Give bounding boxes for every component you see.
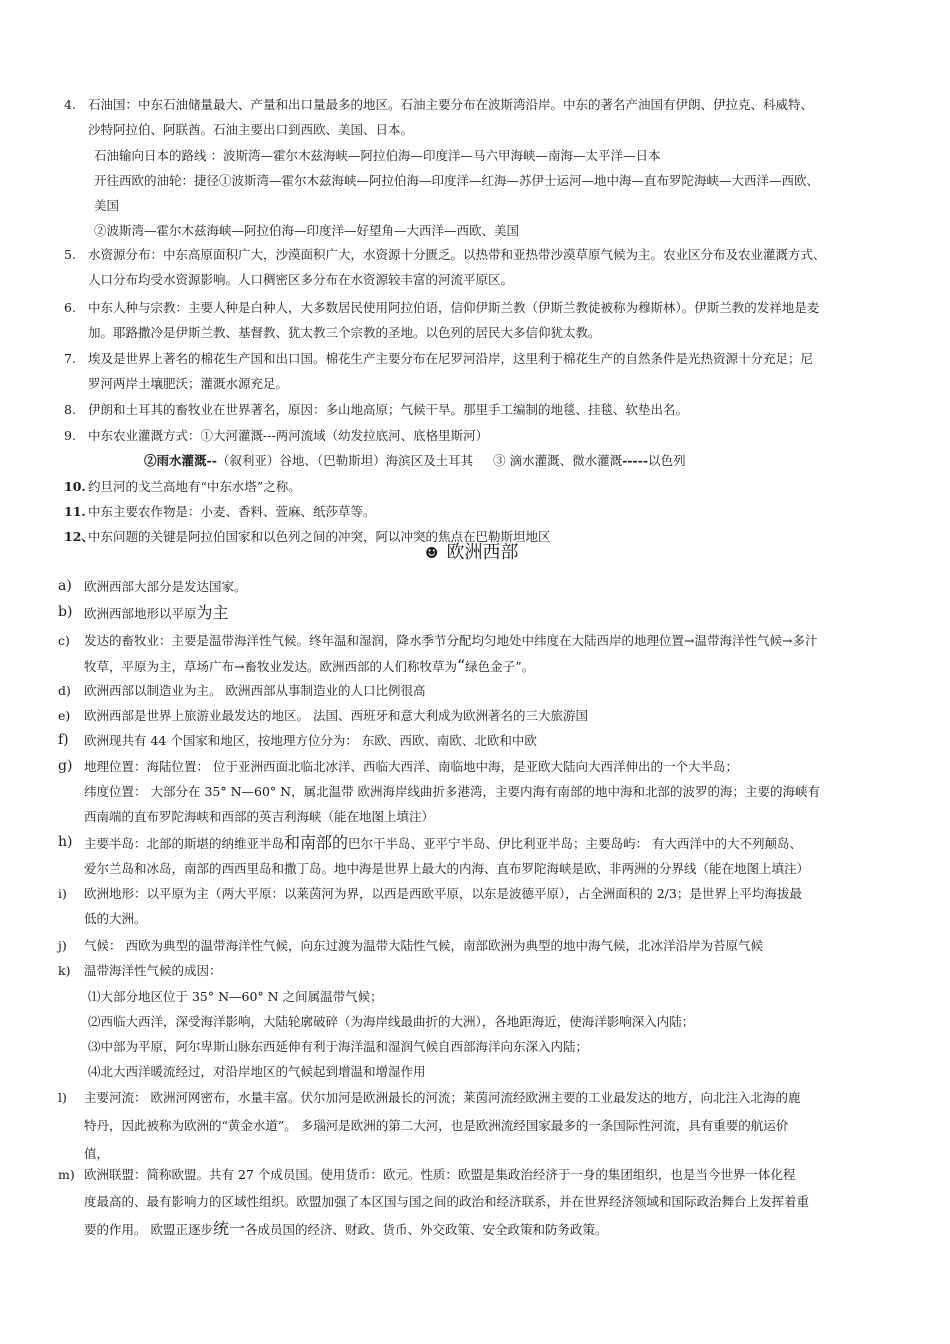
- item-text: 埃及是世界上著名的棉花生产国和出口国。棉花生产主要分布在尼罗河沿岸，这里利于棉花生产的自然条件是光热资源十分充足；尼: [88, 351, 814, 366]
- item-text-continued: 低的大洲。: [84, 911, 147, 926]
- item-number: 4.: [64, 97, 76, 112]
- item-4: [64, 92, 890, 142]
- europe-item-m: [58, 1162, 890, 1242]
- text-segment-large: 统一: [212, 1219, 245, 1238]
- item-text: 温带海洋性气候的成因：: [84, 963, 222, 978]
- item-number: l): [58, 1090, 67, 1105]
- item-number: g): [58, 758, 73, 774]
- text-segment: 牧草，平原为主，草场广布→畜牧业发达。欧洲西部的人们称牧草为: [84, 659, 457, 674]
- section-heading: [425, 540, 518, 566]
- heading-text: 欧洲西部: [446, 542, 519, 563]
- text-segment: 主要半岛：北部的斯堪的纳维亚半岛: [84, 836, 285, 851]
- europe-item-g: [58, 754, 890, 829]
- europe-item-l: [58, 1085, 890, 1166]
- item-text: 中东问题的关键是阿拉伯国家和以色列之间的冲突，阿以冲突的焦点在巴勒斯坦地区: [88, 529, 551, 544]
- text-segment-large: 为主: [196, 603, 229, 622]
- item-text: 约旦河的戈兰高地有“中东水塔”之称。: [88, 479, 301, 494]
- item-text: [84, 830, 890, 856]
- cause-2: ⑵西临大西洋，深受海洋影响，大陆轮廓破碎（为海岸线最曲折的大洲），各地距海近，使海洋影响深入内陆；: [88, 1014, 695, 1029]
- item-text: 主要河流： 欧洲河网密布，水量丰富。伏尔加河是欧洲最长的河流；莱茵河流经欧洲主要的工业最发达的地方，向北注入北海的鹿: [84, 1090, 801, 1105]
- item-number: m): [58, 1167, 75, 1182]
- item-number: a): [58, 578, 72, 594]
- item-number: c): [58, 633, 70, 648]
- item-number: 6.: [64, 300, 76, 315]
- item-7: [64, 346, 890, 396]
- item-text-continued: 罗河两岸土壤肥沃；灌溉水源充足。: [88, 376, 289, 391]
- item-text: 欧洲联盟：简称欧盟。共有 27 个成员国。使用货币：欧元。性质：欧盟是集政治经济于一身的集团组织，也是当今世界一体化程: [84, 1167, 796, 1182]
- item-text: 欧洲地形：以平原为主（两大平原：以莱茵河为界，以西是西欧平原，以东是波德平原），占全洲面积的 2/3；是世界上平均海拔最: [84, 886, 802, 901]
- text-segment: 巴尔干半岛、亚平宁半岛、伊比利亚半岛；主要岛屿： 有大西洋中的大不列颠岛、: [348, 836, 803, 851]
- item-number: e): [58, 708, 71, 723]
- europe-item-h: [58, 830, 890, 881]
- item-11: [64, 499, 890, 524]
- item-number: 8.: [64, 402, 76, 417]
- irrigation-rain-places: （叙利亚）谷地、（巴勒斯坦）海滨区及土耳其: [216, 453, 474, 468]
- quote-close: ”: [515, 659, 522, 674]
- item-text: 中东人种与宗教：主要人种是白种人，大多数居民使用阿拉伯语，信仰伊斯兰教（伊斯兰教徒被称为穆斯林）。伊斯兰教的发祥地是麦: [88, 300, 820, 315]
- dash-separator: -----: [622, 453, 649, 468]
- item-text-continued: 爱尔兰岛和冰岛，南部的西西里岛和撒丁岛。地中海是世界上最大的内海、直布罗陀海峡是欧、非两洲的分界线（能在地图上填注）: [84, 861, 810, 876]
- item-text-continued: 人口分布均受水资源影响。人口稠密区多分布在水资源较丰富的河流平原区。: [88, 272, 514, 287]
- route-text: 石油输向日本的路线 ：波斯湾—霍尔木兹海峡—阿拉伯海—印度洋—马六甲海峡—南海—太平洋—日本: [94, 148, 661, 163]
- route-text-continued: 美国: [94, 198, 120, 213]
- item-text: 气候： 西欧为典型的温带海洋性气候，向东过渡为温带大陆性气候，南部欧洲为典型的地中海气候，北冰洋沿岸为苔原气候: [84, 938, 763, 953]
- item-text-continued: 值，: [84, 1146, 110, 1161]
- item-text: 欧洲现共有 44 个国家和地区，按地理方位分为： 东欧、西欧、南欧、北欧和中欧: [84, 733, 537, 748]
- item-text-continued: [144, 448, 890, 473]
- item-number: h): [58, 834, 73, 850]
- item-number: 5.: [64, 247, 76, 262]
- route-text: ②波斯湾—霍尔木兹海峡—阿拉伯海—印度洋—好望角—大西洋—西欧、美国: [94, 223, 520, 238]
- europe-item-a: [58, 574, 890, 599]
- item-text: [84, 600, 890, 626]
- item-text-continued: 度最高的、最有影响力的区域性组织。欧盟加强了本区国与国之间的政治和经济联系，并在世界经济领域和国际政治舞台上发挥着重: [84, 1194, 810, 1209]
- text-segment: 欧洲西部地形以平原: [84, 606, 197, 621]
- oil-route-japan: [64, 143, 890, 168]
- item-number: k): [58, 963, 71, 978]
- item-number: d): [58, 683, 71, 698]
- item-text-continued: 沙特阿拉伯、阿联酋。石油主要出口到西欧、美国、日本。: [88, 122, 414, 137]
- europe-item-e: [58, 703, 890, 728]
- item-text: 发达的畜牧业：主要是温带海洋性气候。终年温和湿润，降水季节分配均匀地处中纬度在大陆西岸的地理位置→温带海洋性气候→多汁: [84, 633, 818, 648]
- item-number: 10.: [64, 479, 86, 494]
- item-9: [64, 423, 890, 473]
- europe-item-j: [58, 933, 890, 958]
- item-text-continued: 纬度位置： 大部分在 35° N—60° N，属北温带 欧洲海岸线曲折多港湾，主要内海有南部的地中海和北部的波罗的海；主要的海峡有: [84, 784, 821, 799]
- item-text-continued: [84, 653, 890, 679]
- text-segment: 。: [521, 659, 535, 674]
- item-8: [64, 397, 890, 422]
- item-number: f): [58, 732, 69, 748]
- item-number: 12、: [64, 529, 94, 544]
- europe-item-b: [58, 600, 890, 626]
- item-10: [64, 474, 890, 499]
- item-number: j): [58, 938, 67, 953]
- item-number: 11.: [64, 504, 86, 519]
- text-segment: 要的作用。 欧盟正逐步: [84, 1222, 213, 1237]
- item-text: 水资源分布：中东高原面积广大，沙漠面积广大，水资源十分匮乏。以热带和亚热带沙漠草原气候为主。农业区分布及农业灌溉方式、: [88, 247, 826, 262]
- quote-open: “: [456, 656, 466, 675]
- item-5: [64, 242, 890, 292]
- item-text-continued: 特丹，因此被称为欧洲的“黄金水道”。 多瑙河是欧洲的第二大河，也是欧洲流经国家最多的一条国际性河流，具有重要的航运价: [84, 1118, 789, 1133]
- cause-1: ⑴大部分地区位于 35° N—60° N 之间属温带气候；: [88, 989, 383, 1004]
- europe-item-d: [58, 678, 890, 703]
- item-text-continued: 加。耶路撒冷是伊斯兰教、基督教、犹太教三个宗教的圣地。以色列的居民大多信仰犹太教。: [88, 325, 601, 340]
- item-text-continued: 西南端的直布罗陀海峡和西部的英吉利海峡（能在地图上填注）: [84, 809, 435, 824]
- europe-item-i: [58, 881, 890, 931]
- item-text: 欧洲西部大部分是发达国家。: [84, 579, 247, 594]
- europe-item-c: [58, 628, 890, 679]
- item-text: 中东农业灌溉方式：①大河灌溉---两河流域（幼发拉底河、底格里斯河）: [88, 428, 489, 443]
- smiley-icon: ☻: [425, 544, 439, 562]
- item-6: [64, 295, 890, 345]
- text-segment: 绿色金子: [465, 659, 516, 674]
- item-text: 欧洲西部是世界上旅游业最发达的地区。 法国、西班牙和意大利成为欧洲著名的三大旅游国: [84, 708, 588, 723]
- item-number: i): [58, 886, 67, 901]
- text-segment-large: 和南部的: [284, 833, 349, 852]
- item-text: 中东主要农作物是：小麦、香料、萱麻、纸莎草等。: [88, 504, 376, 519]
- oil-route-europe-2: [64, 218, 890, 243]
- irrigation-rain: ②雨水灌溉--: [144, 453, 217, 468]
- item-number: 9.: [64, 428, 76, 443]
- item-text: 石油国：中东石油储量最大、产量和出口量最多的地区。石油主要分布在波斯湾沿岸。中东的著名产油国有伊朗、伊拉克、科威特、: [88, 97, 814, 112]
- text-segment: 各成员国的经济、财政、货币、外交政策、安全政策和防务政策。: [245, 1222, 608, 1237]
- item-text: 地理位置：海陆位置： 位于亚洲西面北临北冰洋、西临大西洋、南临地中海，是亚欧大陆向大西洋伸出的一个大半岛；: [84, 759, 738, 774]
- irrigation-drip: ③ 滴水灌溉、微水灌溉: [493, 453, 623, 468]
- item-text: 欧洲西部以制造业为主。 欧洲西部从事制造业的人口比例很高: [84, 683, 426, 698]
- item-number: 7.: [64, 351, 76, 366]
- route-text: 开往西欧的油轮：捷径①波斯湾—霍尔木兹海峡—阿拉伯海—印度洋—红海—苏伊士运河—地中海—直布罗陀海峡—大西洋—西欧、: [94, 173, 820, 188]
- cause-3: ⑶中部为平原，阿尔卑斯山脉东西延伸有利于海洋温和湿润气候自西部海洋向东深入内陆；: [88, 1039, 589, 1054]
- item-number: b): [58, 604, 73, 620]
- europe-item-f: [58, 728, 890, 753]
- europe-item-k: [58, 958, 890, 1084]
- item-text: 伊朗和土耳其的畜牧业在世界著名，原因：多山地高原；气候干旱。那里手工编制的地毯、挂毯、软垫出名。: [88, 402, 689, 417]
- item-text-continued: [84, 1216, 890, 1242]
- irrigation-drip-place: 以色列: [648, 453, 686, 468]
- cause-4: ⑷北大西洋暖流经过，对沿岸地区的气候起到增温和增湿作用: [88, 1064, 426, 1079]
- oil-route-europe-1: [64, 168, 890, 218]
